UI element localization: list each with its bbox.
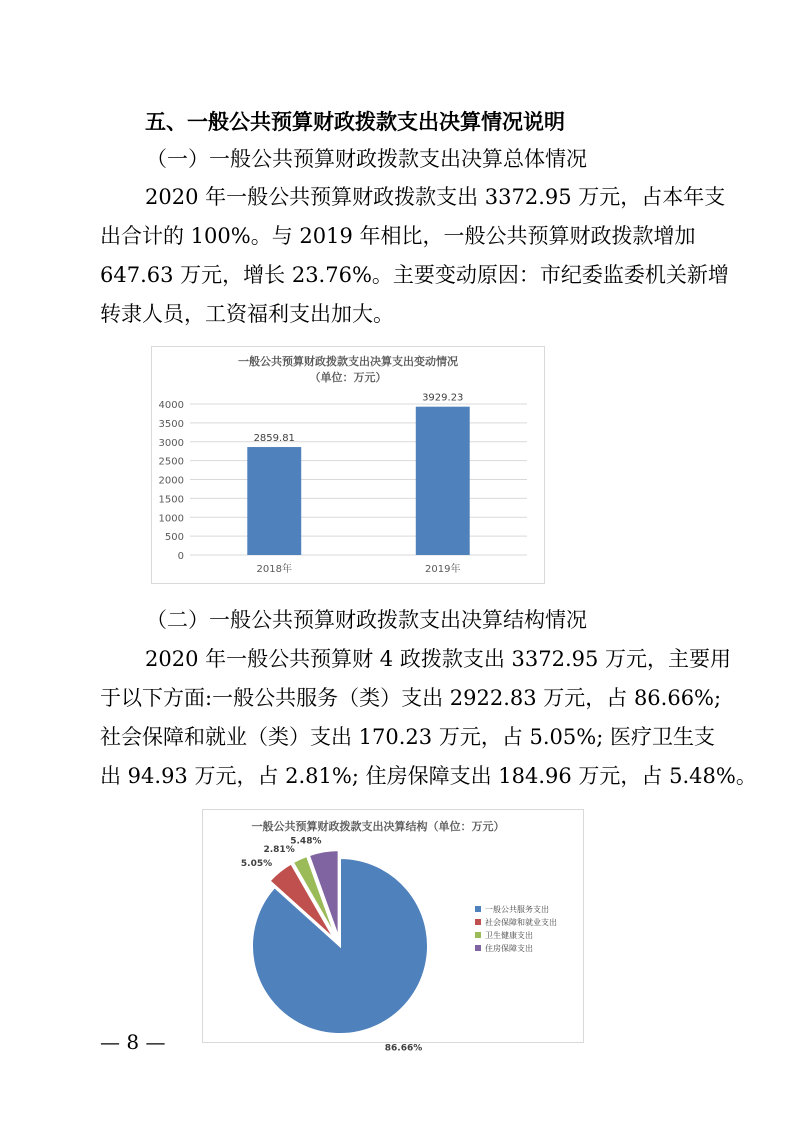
pie-value-label: 5.48% [290, 836, 322, 847]
paragraph-1-line-3: 647.63 万元，增长 23.76%。主要变动原因：市纪委监委机关新增 [100, 263, 729, 287]
bar-y-tick-label: 2000 [158, 475, 184, 487]
bar-value-label: 2859.81 [253, 433, 295, 445]
page-number: — 8 — [100, 1030, 166, 1054]
subsection-2-title: （二）一般公共预算财政拨款支出决算结构情况 [146, 608, 587, 632]
bar-y-tick-label: 3500 [158, 418, 184, 430]
bar-y-tick-label: 500 [164, 532, 184, 544]
pie-value-label: 86.66% [384, 1043, 423, 1054]
bar-y-tick-label: 1000 [158, 513, 184, 525]
bar-chart [152, 347, 544, 583]
paragraph-1-line-2: 出合计的 100%。与 2019 年相比，一般公共预算财政拨款增加 [100, 224, 696, 248]
legend-label: 住房保障支出 [485, 944, 533, 953]
bar-x-tick-label: 2019年 [425, 564, 461, 575]
bar-chart-frame [151, 346, 545, 584]
pie-chart-title: 一般公共预算财政拨款支出决算结构（单位：万元） [251, 820, 505, 833]
legend-label: 一般公共服务支出 [485, 905, 549, 914]
pie-value-label: 5.05% [240, 858, 273, 869]
subsection-1-title: （一）一般公共预算财政拨款支出决算总体情况 [146, 147, 587, 171]
bar-y-tick-label: 2500 [158, 456, 184, 468]
bar-2 [416, 407, 470, 555]
bar-y-tick-label: 1500 [158, 494, 184, 506]
bar-chart-title: 一般公共预算财政拨款支出决算支出变动情况 [238, 355, 458, 368]
paragraph-2-line-4: 出 94.93 万元，占 2.81%; 住房保障支出 184.96 万元，占 5.48%。 [100, 764, 757, 788]
section-title: 五、一般公共预算财政拨款支出决算情况说明 [145, 110, 565, 134]
bar-1 [247, 447, 301, 555]
legend-swatch [475, 906, 481, 912]
paragraph-2-line-3: 社会保障和就业（类）支出 170.23 万元，占 5.05%; 医疗卫生支 [100, 725, 715, 749]
pie-value-label: 2.81% [263, 844, 295, 855]
bar-value-label: 3929.23 [422, 392, 464, 404]
legend-swatch [475, 932, 481, 938]
bar-y-tick-label: 4000 [158, 400, 184, 411]
legend-label: 卫生健康支出 [485, 931, 533, 940]
pie-chart-frame [202, 809, 584, 1054]
paragraph-1-line-1: 2020 年一般公共预算财政拨款支出 3372.95 万元，占本年支 [145, 185, 726, 209]
bar-y-tick-label: 0 [177, 551, 184, 562]
legend-swatch [475, 919, 481, 925]
bar-chart-subtitle: （单位：万元） [309, 371, 387, 384]
legend-label: 社会保障和就业支出 [485, 918, 557, 927]
bar-y-tick-label: 3000 [158, 437, 184, 449]
legend-swatch [475, 945, 481, 951]
paragraph-2-line-2: 于以下方面:一般公共服务（类）支出 2922.83 万元，占 86.66%; [100, 686, 722, 710]
bar-x-tick-label: 2018年 [256, 564, 292, 575]
pie-chart [203, 810, 583, 1054]
paragraph-2-line-1: 2020 年一般公共预算财 4 政拨款支出 3372.95 万元，主要用 [145, 647, 732, 671]
paragraph-1-line-4: 转隶人员，工资福利支出加大。 [100, 302, 394, 326]
